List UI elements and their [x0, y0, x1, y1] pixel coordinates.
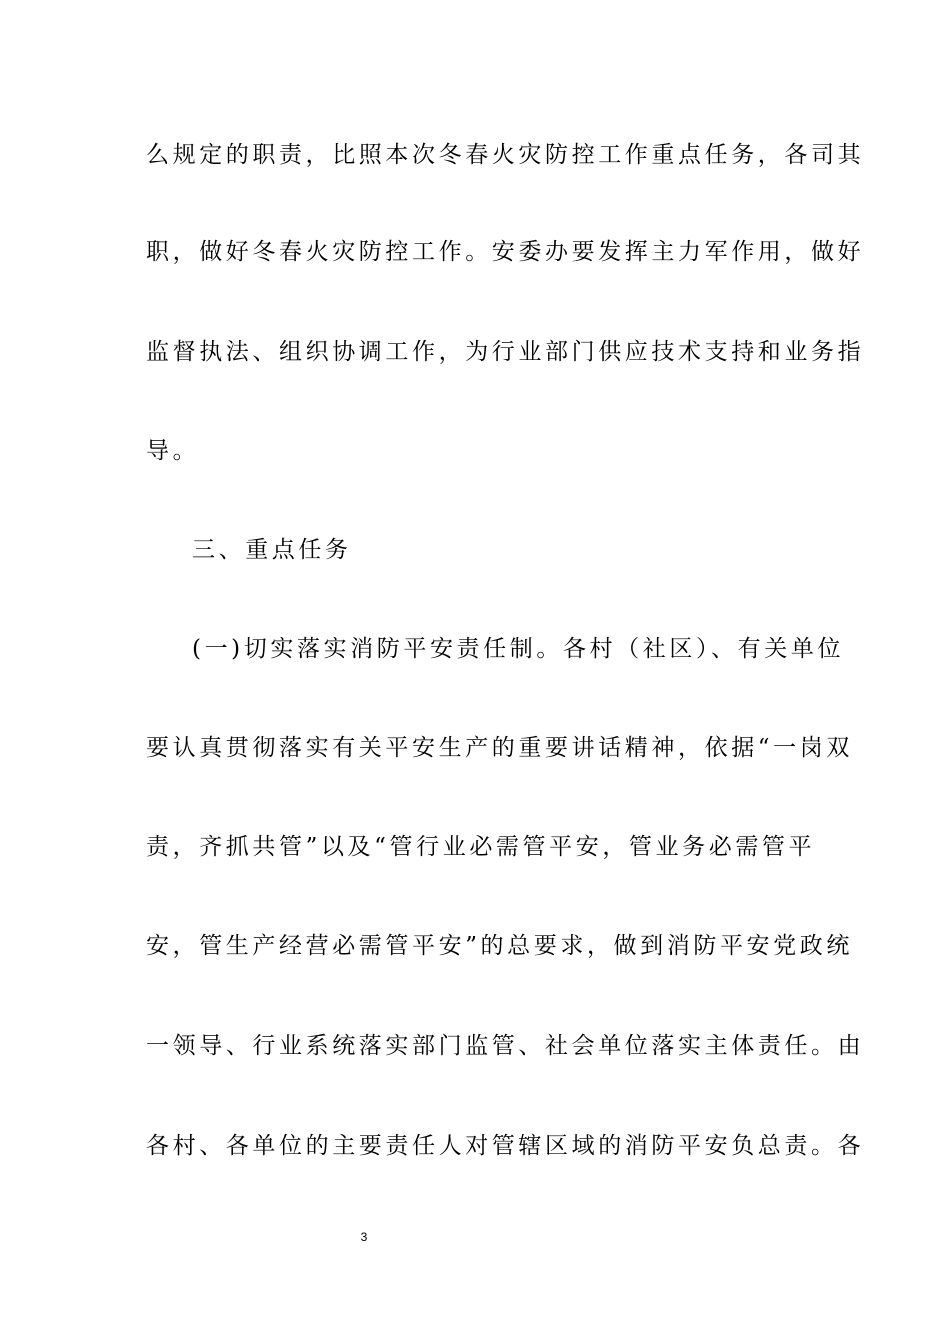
body-text-line: 各村、各单位的主要责任人对管辖区域的消防平安负总责。各	[146, 1133, 865, 1159]
body-text-line: 一领导、行业系统落实部门监管、社会单位落实主体责任。由	[146, 1033, 865, 1059]
body-text-line: 安，管生产经营必需管平安”的总要求，做到消防平安党政统	[146, 933, 853, 959]
body-text-line: 要认真贯彻落实有关平安生产的重要讲话精神，依据“一岗双	[146, 735, 853, 761]
body-text-line: (一)切实落实消防平安责任制。各村（社区）、有关单位	[192, 636, 845, 662]
body-text-line: 导。	[146, 438, 200, 464]
section-heading: 三、重点任务	[192, 537, 352, 563]
body-text-line: 监督执法、组织协调工作，为行业部门供应技术支持和业务指	[146, 339, 865, 365]
body-text-line: 职，做好冬春火灾防控工作。安委办要发挥主力军作用，做好	[146, 239, 865, 265]
page-number: 3	[360, 1230, 368, 1244]
body-text-line: 责，齐抓共管”以及“管行业必需管平安，管业务必需管平	[146, 834, 816, 860]
body-text-line: 么规定的职责，比照本次冬春火灾防控工作重点任务，各司其	[146, 142, 865, 168]
